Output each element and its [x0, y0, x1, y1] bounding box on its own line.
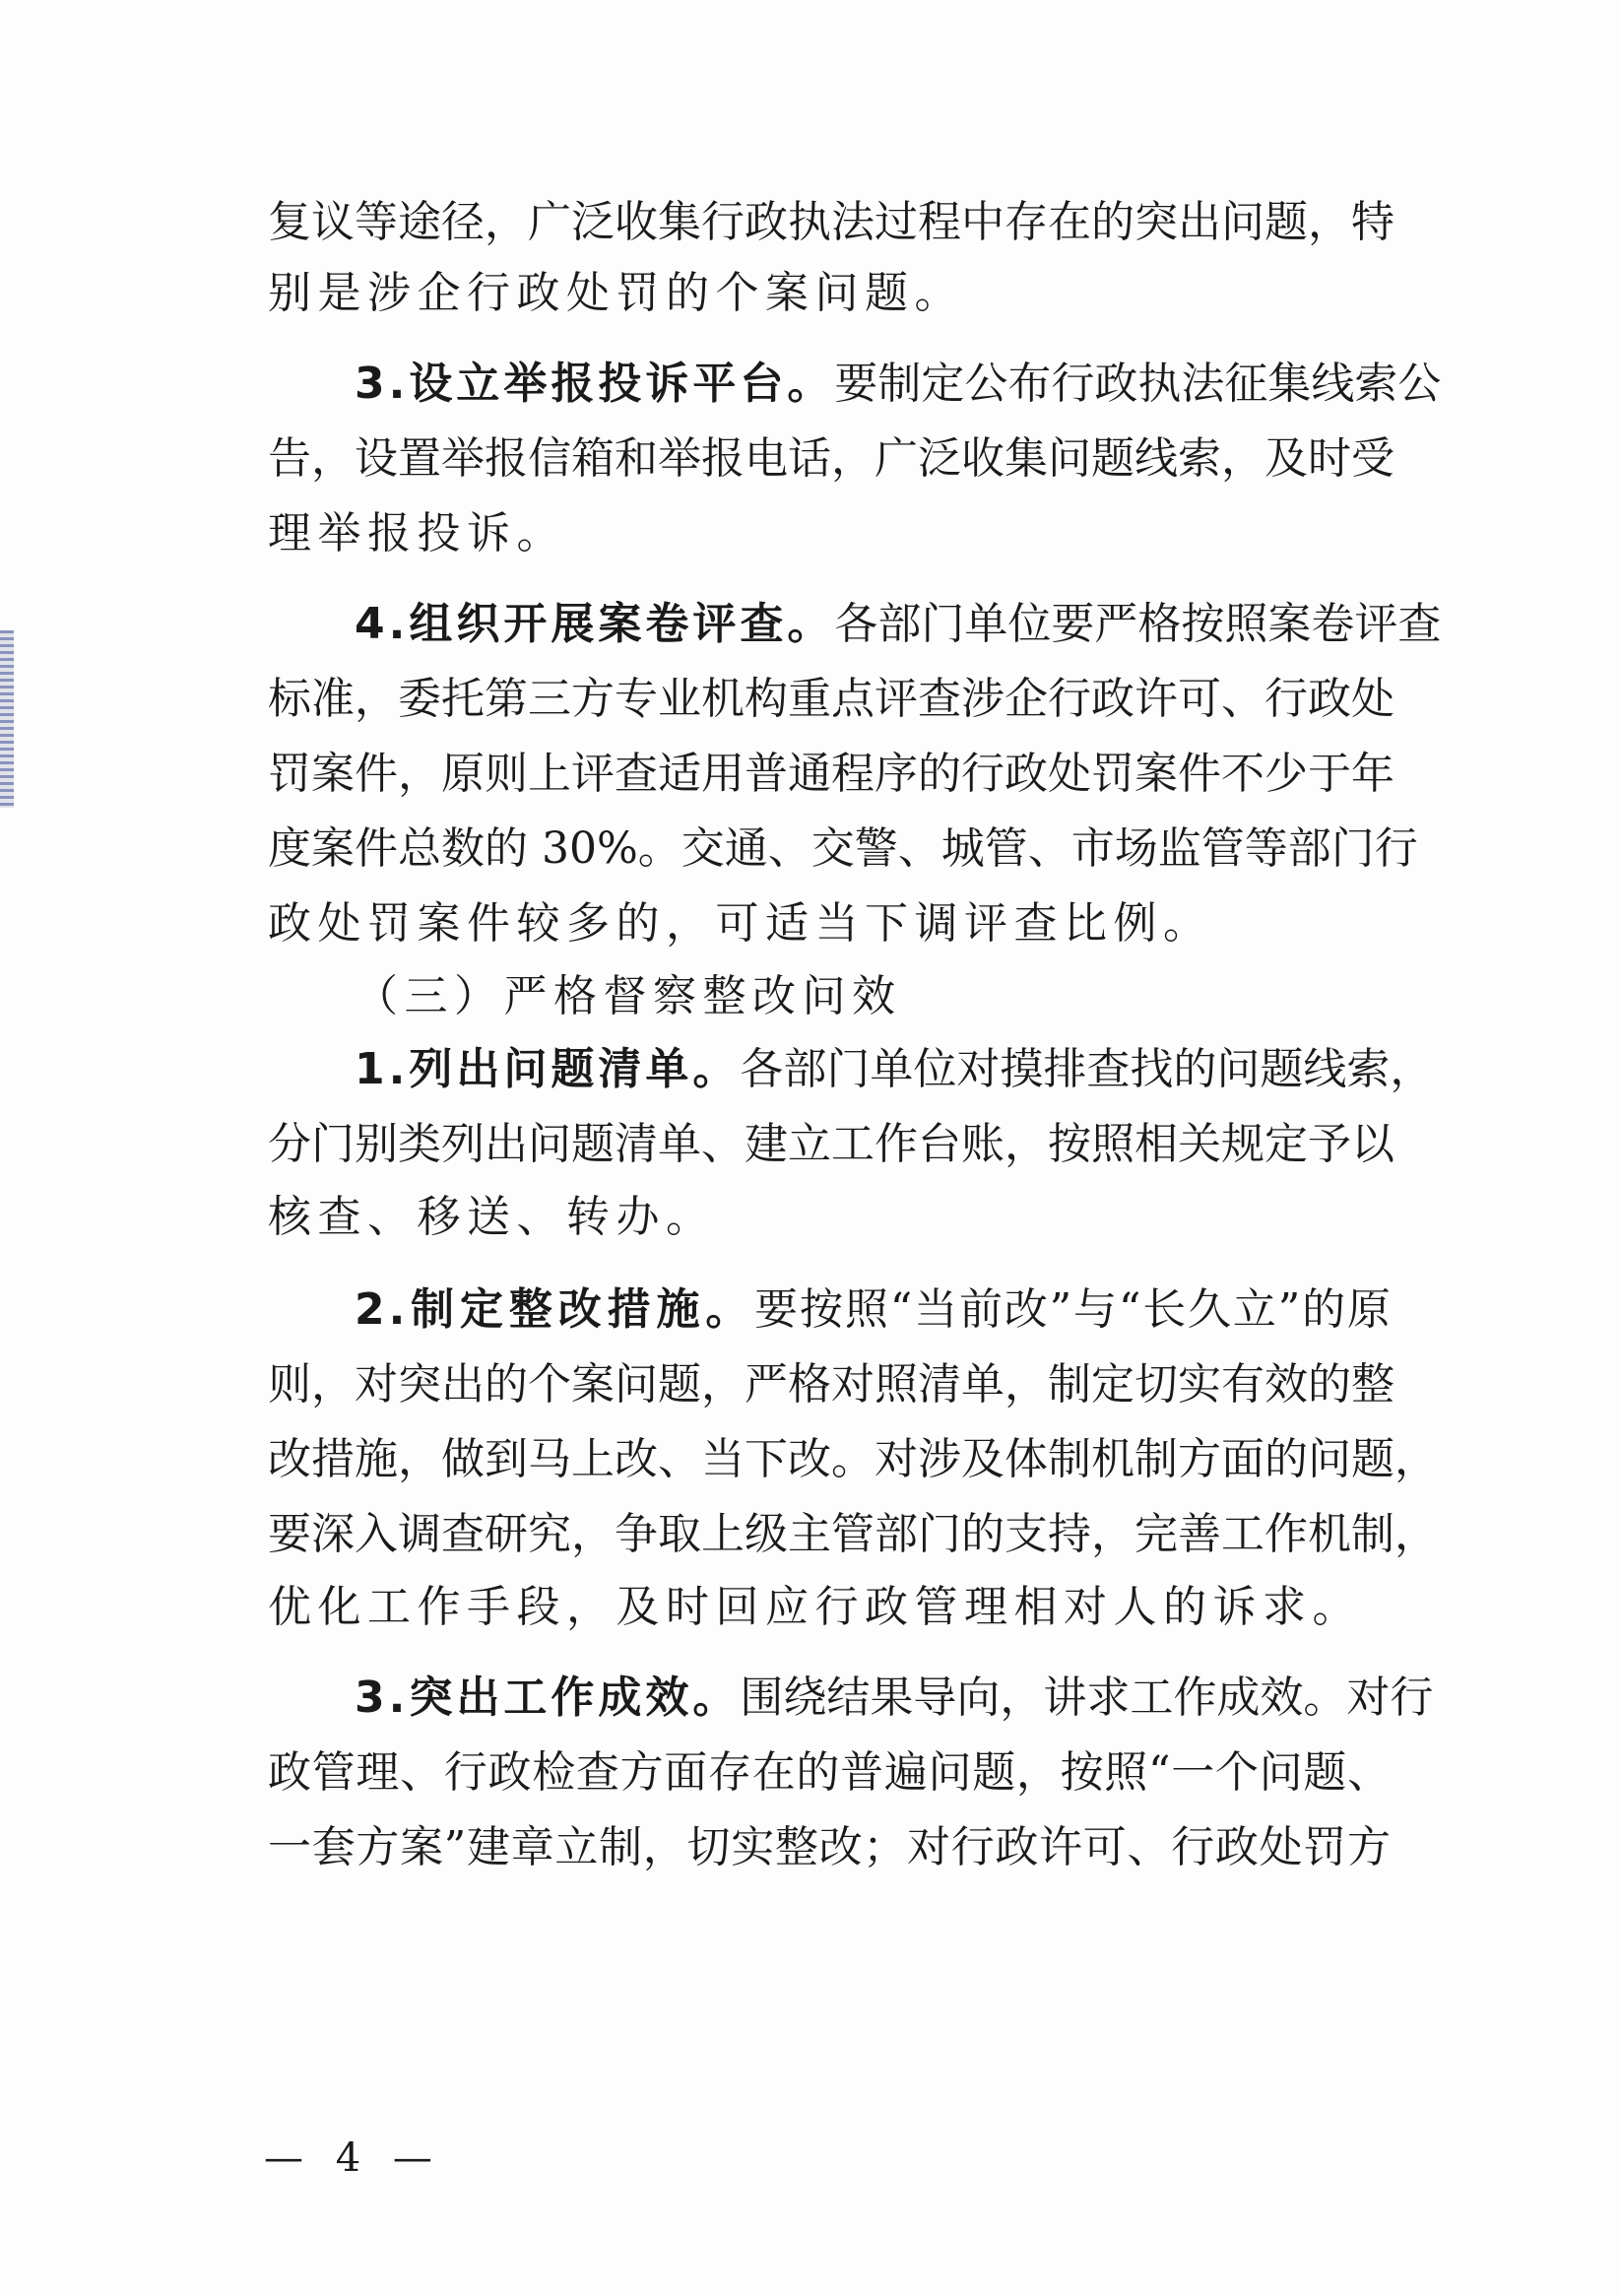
- text-line: [268, 1355, 1394, 1414]
- line-text: 别是涉企行政处罚的个案问题。: [268, 268, 964, 318]
- text-line: [268, 264, 964, 323]
- line-text: 标准，委托第三方专业机构重点评查涉企行政许可、行政处: [268, 674, 1394, 724]
- item-heading: 3.设立举报投诉平台。: [355, 359, 835, 409]
- line-text: 政处罚案件较多的，可适当下调评查比例。: [268, 898, 1213, 949]
- line-text: 要制定公布行政执法征集线索公: [834, 359, 1442, 409]
- text-line: [268, 745, 1394, 804]
- line-text: 改措施，做到马上改、当下改。对涉及体制机制方面的问题，: [268, 1434, 1438, 1484]
- item-heading: 2.制定整改措施。: [355, 1284, 755, 1335]
- text-line: [268, 1505, 1438, 1564]
- line-text: 一套方案”建章立制，切实整改；对行政许可、行政处罚方: [268, 1822, 1391, 1872]
- text-line: [355, 595, 1442, 654]
- line-text: 围绕结果导向，讲求工作成效。对行: [740, 1673, 1434, 1723]
- text-line: [268, 820, 1418, 879]
- text-line: [268, 894, 1213, 953]
- text-line: [268, 1430, 1438, 1489]
- line-text: 要深入调查研究，争取上级主管部门的支持，完善工作机制，: [268, 1509, 1438, 1559]
- text-line: [268, 1115, 1394, 1174]
- line-text: 罚案件，原则上评查适用普通程序的行政处罚案件不少于年: [268, 749, 1394, 799]
- item-heading: 4.组织开展案卷评查。: [355, 599, 835, 649]
- item-heading: 1.列出问题清单。: [355, 1044, 741, 1094]
- line-text: 度案件总数的 30%。交通、交警、城管、市场监管等部门行: [268, 823, 1418, 874]
- line-text: 复议等途径，广泛收集行政执法过程中存在的突出问题，特: [268, 197, 1394, 247]
- text-line: [268, 1743, 1391, 1803]
- line-text: 各部门单位对摸排查找的问题线索，: [740, 1044, 1434, 1094]
- section-heading: [355, 967, 902, 1026]
- line-text: 则，对突出的个案问题，严格对照清单，制定切实有效的整: [268, 1359, 1394, 1410]
- text-line: [355, 355, 1442, 414]
- text-line: [355, 1040, 1434, 1099]
- page-number: — 4 —: [264, 2135, 442, 2181]
- line-text: 分门别类列出问题清单、建立工作台账，按照相关规定予以: [268, 1119, 1394, 1169]
- line-text: 各部门单位要严格按照案卷评查: [834, 599, 1442, 649]
- line-text: 核查、移送、转办。: [268, 1192, 716, 1242]
- text-line: [268, 1188, 716, 1247]
- text-line: [268, 670, 1394, 729]
- text-line: [268, 193, 1394, 252]
- scan-edge-artifact: [0, 630, 14, 808]
- item-heading: 3.突出工作成效。: [355, 1673, 741, 1723]
- line-text: 政管理、行政检查方面存在的普遍问题，按照“一个问题、: [268, 1747, 1391, 1798]
- line-text: 告，设置举报信箱和举报电话，广泛收集问题线索，及时受: [268, 433, 1394, 484]
- line-text: 优化工作手段，及时回应行政管理相对人的诉求。: [268, 1582, 1362, 1632]
- text-line: [268, 1818, 1391, 1877]
- text-line: [355, 1280, 1391, 1340]
- text-line: [355, 1669, 1434, 1728]
- line-text: 理举报投诉。: [268, 508, 566, 558]
- text-line: [268, 504, 566, 563]
- line-text: （三）严格督察整改问效: [355, 971, 902, 1021]
- line-text: 要按照“当前改”与“长久立”的原: [754, 1284, 1391, 1335]
- text-line: [268, 429, 1394, 489]
- text-line: [268, 1578, 1362, 1637]
